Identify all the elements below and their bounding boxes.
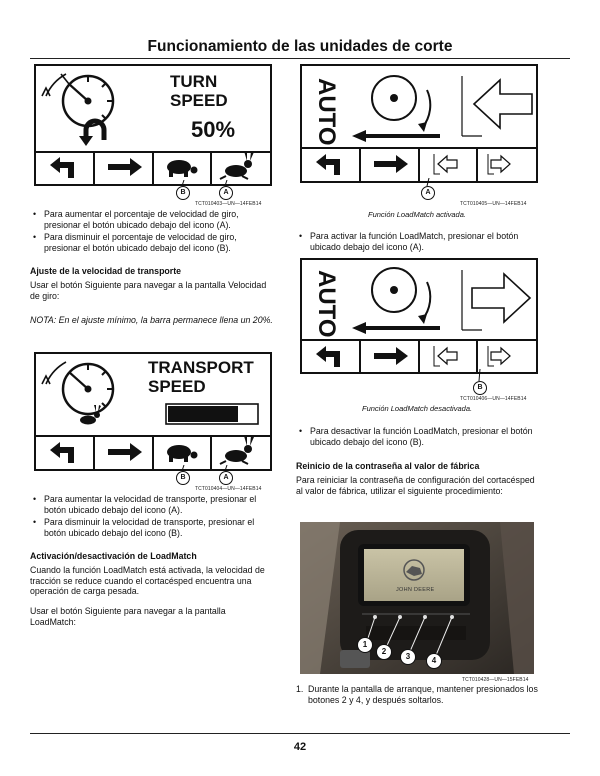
figure-code: TCT010428—UN—15FEB14 xyxy=(462,677,529,683)
list-item xyxy=(296,684,542,705)
display-photo xyxy=(300,522,534,674)
turtle-icon xyxy=(167,445,198,462)
list-item: • Para activar la función LoadMatch, presionar el botón ubicado debajo del icono (A). xyxy=(296,231,542,252)
next-arrow-icon xyxy=(374,155,408,173)
section-heading: Ajuste de la velocidad de transporte xyxy=(30,266,182,276)
paragraph: Para reiniciar la contraseña de configuración del cortacésped al valor de fábrica, utilizar el siguiente procedimiento: xyxy=(296,475,535,496)
callout-4: 4 xyxy=(426,653,442,669)
footer-rule xyxy=(30,733,570,734)
callout-1: 1 xyxy=(357,637,373,653)
turn-speed-display xyxy=(34,64,272,186)
loadmatch-on-display xyxy=(300,64,538,183)
loadmatch-off-icon xyxy=(491,348,510,364)
speed-value: 50% xyxy=(191,117,236,142)
callout-a: A xyxy=(219,186,233,200)
list-item: • Para aumentar el porcentaje de velocidad de giro, presionar el botón ubicado debajo del icono (A). xyxy=(30,209,272,230)
callout-b: B xyxy=(176,471,190,485)
display-line2: SPEED xyxy=(148,377,206,396)
bullet-list-deactivate xyxy=(296,426,542,447)
transport-speed-display xyxy=(34,352,272,471)
figure-caption: Función LoadMatch activada. xyxy=(368,210,466,219)
list-item: • Para disminuir el porcentaje de velocidad de giro, presionar el botón ubicado debajo del icono (B). xyxy=(30,232,272,253)
back-arrow-icon xyxy=(50,442,74,463)
back-arrow-icon xyxy=(316,154,340,175)
bullet-list-transport xyxy=(30,494,272,538)
paragraph: Cuando la función LoadMatch está activada, la velocidad de tracción se reduce cuando el cortacésped encuentra una operación de carga pesada. xyxy=(30,565,265,596)
paragraph: Usar el botón Siguiente para navegar a la pantalla LoadMatch: xyxy=(30,606,226,627)
loadmatch-on-icon xyxy=(438,348,457,364)
list-item: • Para desactivar la función LoadMatch, presionar el botón ubicado debajo del icono (B). xyxy=(296,426,542,447)
turtle-icon xyxy=(167,160,198,177)
speed-bar-fill xyxy=(168,406,238,422)
figure-caption: Función LoadMatch desactivada. xyxy=(362,404,473,413)
callout-3: 3 xyxy=(400,649,416,665)
list-item: • Para disminuir la velocidad de transporte, presionar el botón ubicado debajo del icono (B). xyxy=(30,517,272,538)
callout-b: B xyxy=(176,186,190,200)
rabbit-icon xyxy=(220,436,254,464)
next-arrow-icon xyxy=(108,443,142,461)
callout-2: 2 xyxy=(376,644,392,660)
left-arrow-icon xyxy=(352,322,440,334)
loadmatch-off-icon xyxy=(491,156,510,172)
bullet-list-turn xyxy=(30,209,272,253)
figure-code: TCT010404—UN—14FEB14 xyxy=(195,486,262,492)
callout-a: A xyxy=(219,471,233,485)
left-arrow-icon xyxy=(352,130,440,142)
paragraph: Usar el botón Siguiente para navegar a la pantalla Velocidad de giro: xyxy=(30,280,267,301)
back-arrow-icon xyxy=(50,157,74,178)
large-right-arrow-icon xyxy=(472,274,530,322)
next-arrow-icon xyxy=(108,158,142,176)
figure-code: TCT010406—UN—14FEB14 xyxy=(460,396,527,402)
callout-b: B xyxy=(473,381,487,395)
display-line1: TURN xyxy=(170,72,218,91)
page-title: Funcionamiento de las unidades de corte xyxy=(147,38,453,55)
page-number: 42 xyxy=(293,741,307,753)
section-heading: Reinicio de la contraseña al valor de fábrica xyxy=(296,461,480,471)
back-arrow-icon xyxy=(316,346,340,367)
auto-label: AUTO xyxy=(313,78,340,146)
large-left-arrow-icon xyxy=(474,80,532,128)
brand-text: JOHN DEERE xyxy=(396,587,435,593)
bullet-list-activate xyxy=(296,231,542,252)
callout-a: A xyxy=(421,186,435,200)
step-text: Durante la pantalla de arranque, mantener presionados los botones 2 y 4, y después soltarlos. xyxy=(308,684,538,705)
display-line2: SPEED xyxy=(170,91,228,110)
section-heading: Activación/desactivación de LoadMatch xyxy=(30,551,197,561)
next-arrow-icon xyxy=(374,347,408,365)
figure-code: TCT010403—UN—14FEB14 xyxy=(195,201,262,207)
display-line1: TRANSPORT xyxy=(148,358,254,377)
list-item: • Para aumentar la velocidad de transporte, presionar el botón ubicado debajo del icono (A). xyxy=(30,494,272,515)
note: NOTA: En el ajuste mínimo, la barra permanece llena un 20%. xyxy=(30,315,273,325)
figure-code: TCT010405—UN—14FEB14 xyxy=(460,201,527,207)
step-number: 1. xyxy=(296,684,304,694)
loadmatch-on-icon xyxy=(438,156,457,172)
rabbit-icon xyxy=(220,151,254,179)
loadmatch-off-display xyxy=(300,258,538,374)
title-rule xyxy=(30,58,570,59)
step-list xyxy=(296,684,542,705)
auto-label: AUTO xyxy=(313,270,340,338)
